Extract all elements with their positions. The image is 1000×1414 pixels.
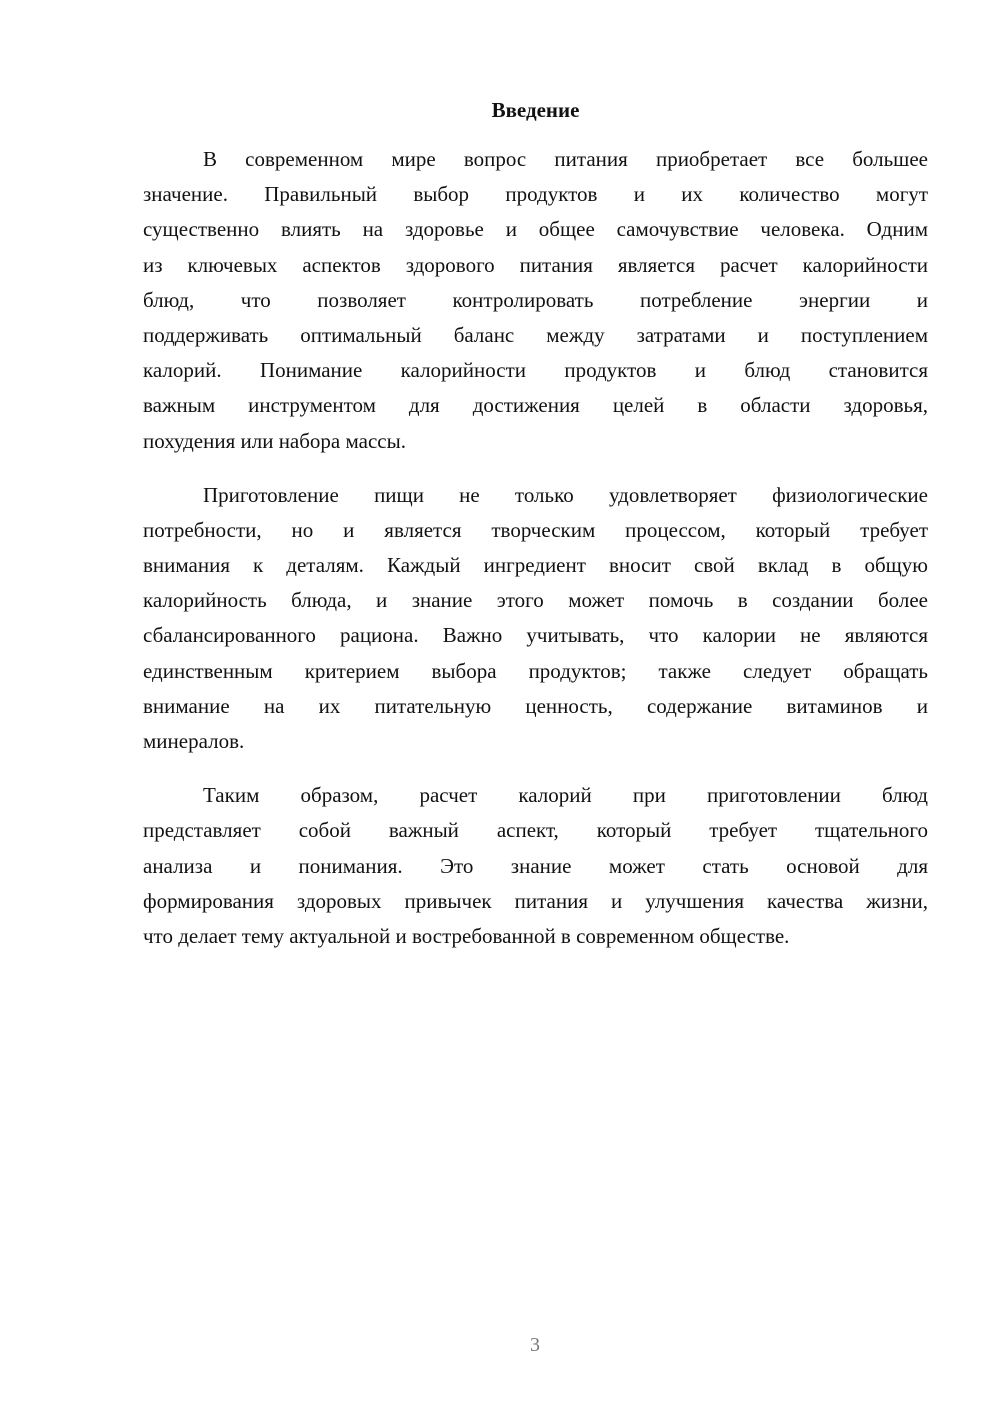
paragraph	[143, 778, 928, 954]
text-line: существенно влиять на здоровье и общее самочувствие человека. Одним	[143, 217, 928, 242]
text-line: что делает тему актуальной и востребованной в современном обществе.	[143, 923, 790, 948]
text-line: сбалансированного рациона. Важно учитывать, что калории не являются	[143, 623, 928, 648]
section-title: Введение	[491, 98, 580, 122]
text-line: В современном мире вопрос питания приобретает все большее	[203, 147, 928, 171]
text-line: представляет собой важный аспект, который требует тщательного	[143, 818, 928, 843]
text-line: Таким образом, расчет калорий при приготовлении блюд	[203, 783, 928, 808]
paragraph	[143, 142, 928, 459]
text-line: внимания к деталям. Каждый ингредиент вносит свой вклад в общую	[143, 553, 928, 578]
page-number: 3	[530, 1334, 540, 1356]
text-line: поддерживать оптимальный баланс между затратами и поступлением	[143, 322, 928, 347]
document-body	[143, 142, 928, 973]
text-line: формирования здоровых привычек питания и улучшения качества жизни,	[143, 888, 928, 913]
text-line: Приготовление пищи не только удовлетворяет физиологические	[203, 482, 928, 507]
text-line: анализа и понимания. Это знание может стать основой для	[143, 853, 928, 878]
text-line: единственным критерием выбора продуктов; также следует обращать	[143, 658, 928, 683]
paragraph	[143, 478, 928, 760]
text-line: внимание на их питательную ценность, содержание витаминов и	[143, 693, 928, 718]
text-line: из ключевых аспектов здорового питания является расчет калорийности	[143, 252, 928, 277]
text-line: важным инструментом для достижения целей в области здоровья,	[143, 393, 928, 418]
text-line: калорий. Понимание калорийности продуктов и блюд становится	[143, 358, 928, 383]
text-line: похудения или набора массы.	[143, 428, 406, 453]
text-line: минералов.	[143, 729, 245, 753]
text-line: блюд, что позволяет контролировать потребление энергии и	[143, 287, 928, 312]
text-line: значение. Правильный выбор продуктов и их количество могут	[143, 182, 928, 207]
text-line: калорийность блюда, и знание этого может помочь в создании более	[143, 588, 928, 613]
text-line: потребности, но и является творческим процессом, который требует	[143, 517, 928, 542]
